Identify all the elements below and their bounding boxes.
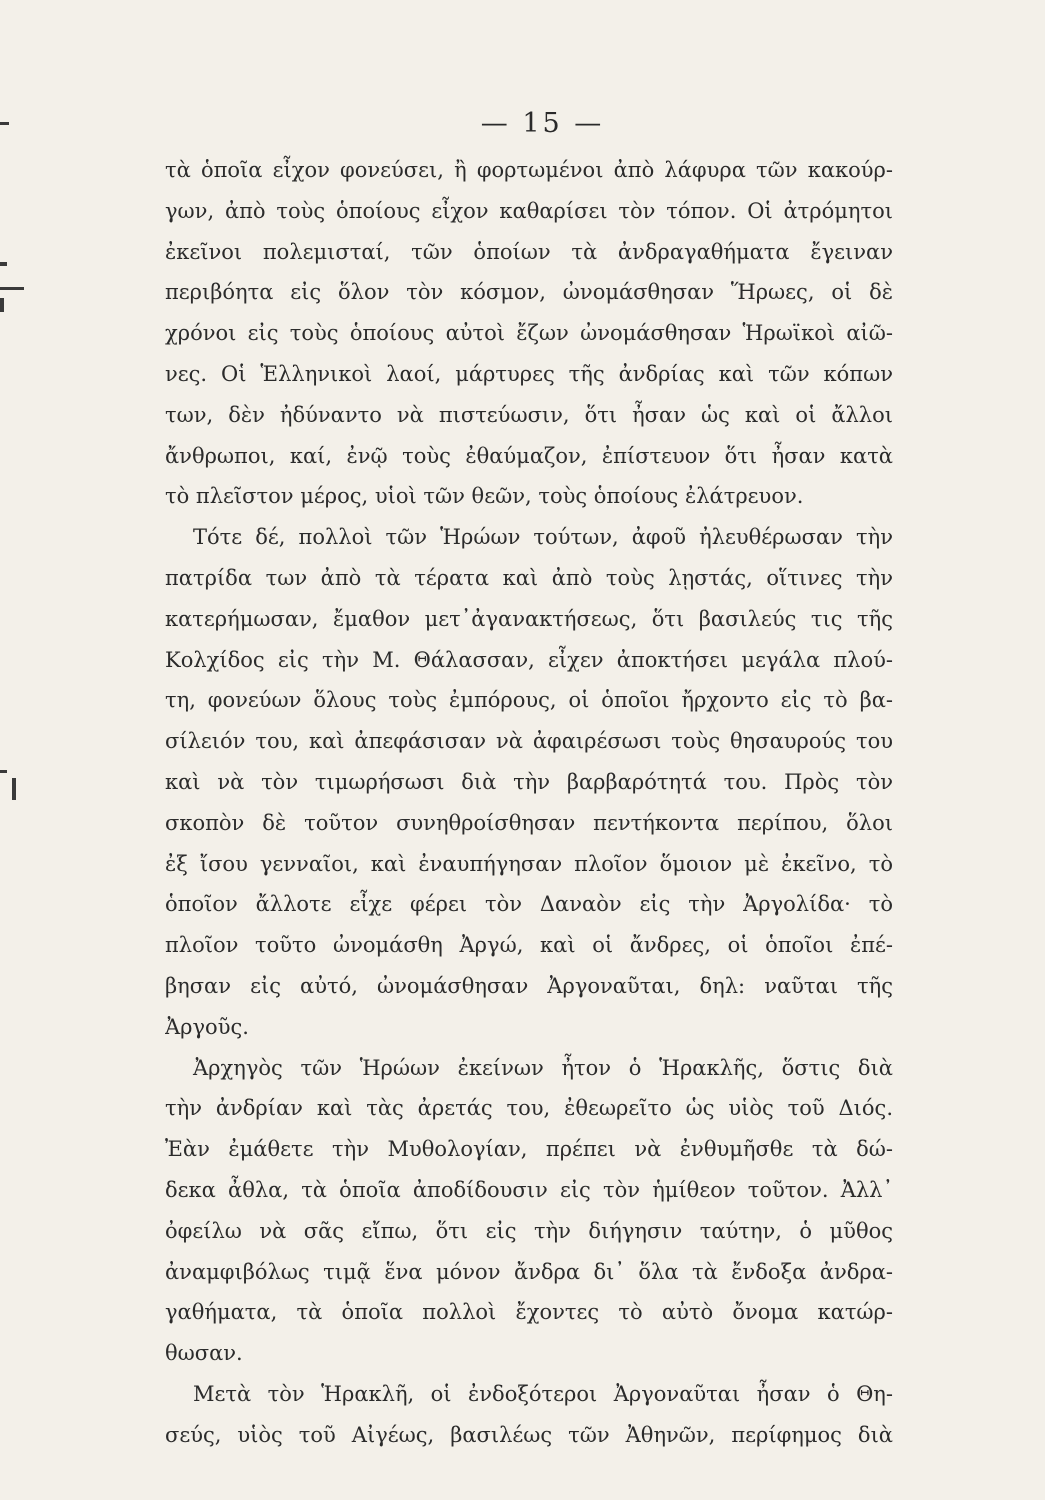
page-number: — 15 —: [480, 108, 605, 139]
text-line: κατερήμωσαν, ἔμαθον μετ᾽ἀγανακτήσεως, ὅτι βασιλεύς τις τῆς: [165, 606, 893, 631]
text-line: τὸ πλεῖστον μέρος, υἱοὶ τῶν θεῶν, τοὺς ὁποίους ἐλάτρευον.: [165, 484, 804, 509]
binding-mark: [0, 770, 7, 773]
binding-mark: [0, 262, 7, 266]
text-line: τὴν ἀνδρίαν καὶ τὰς ἀρετάς του, ἐθεωρεῖτο ὡς υἱὸς τοῦ Διός.: [165, 1096, 893, 1121]
text-line: πλοῖον τοῦτο ὠνομάσθη Ἀργώ, καὶ οἱ ἄνδρες, οἱ ὁποῖοι ἐπέ-: [165, 933, 893, 958]
binding-mark: [0, 287, 24, 290]
text-line: ἄνθρωποι, καί, ἐνῷ τοὺς ἐθαύμαζον, ἐπίστευον ὅτι ἦσαν κατὰ: [165, 443, 893, 468]
text-line: χρόνοι εἰς τοὺς ὁποίους αὐτοὶ ἔζων ὠνομάσθησαν Ἡρωϊκοὶ αἰῶ-: [165, 321, 893, 346]
text-line: βησαν εἰς αὐτό, ὠνομάσθησαν Ἀργοναῦται, δηλ: ναῦται τῆς: [165, 973, 893, 998]
text-line: ἐκεῖνοι πολεμισταί, τῶν ὁποίων τὰ ἀνδραγαθήματα ἔγειναν: [165, 239, 893, 264]
text-line: τη, φονεύων ὅλους τοὺς ἐμπόρους, οἱ ὁποῖοι ἤρχοντο εἰς τὸ βα-: [165, 688, 893, 713]
text-line: ἐξ ἴσου γενναῖοι, καὶ ἐναυπήγησαν πλοῖον ὅμοιον μὲ ἐκεῖνο, τὸ: [165, 851, 893, 876]
text-line: Τότε δέ, πολλοὶ τῶν Ἡρώων τούτων, ἀφοῦ ἠλευθέρωσαν τὴν: [193, 525, 893, 550]
text-line: Μετὰ τὸν Ἡρακλῆ, οἱ ἐνδοξότεροι Ἀργοναῦται ἦσαν ὁ Θη-: [193, 1381, 893, 1406]
text-line: νες. Οἱ Ἑλληνικοὶ λαοί, μάρτυρες τῆς ἀνδρίας καὶ τῶν κόπων: [165, 361, 893, 386]
text-line: Ἀργοῦς.: [165, 1014, 249, 1039]
binding-mark: [12, 778, 16, 800]
text-line: ἀναμφιβόλως τιμᾷ ἕνα μόνον ἄνδρα δι᾽ ὅλα τὰ ἔνδοξα ἀνδρα-: [165, 1259, 893, 1284]
text-line: περιβόητα εἰς ὅλον τὸν κόσμον, ὠνομάσθησαν Ἥρωες, οἱ δὲ: [165, 280, 893, 305]
text-line: δεκα ἆθλα, τὰ ὁποῖα ἀποδίδουσιν εἰς τὸν ἡμίθεον τοῦτον. Ἀλλ᾽: [165, 1177, 893, 1202]
binding-mark: [0, 298, 4, 312]
text-line: ὁποῖον ἄλλοτε εἶχε φέρει τὸν Δαναὸν εἰς τὴν Ἀργολίδα· τὸ: [165, 892, 893, 917]
text-line: Ἐὰν ἐμάθετε τὴν Μυθολογίαν, πρέπει νὰ ἐνθυμῆσθε τὰ δώ-: [165, 1137, 893, 1162]
body-text: [165, 150, 893, 1456]
text-line: γαθήματα, τὰ ὁποῖα πολλοὶ ἔχοντες τὸ αὐτὸ ὄνομα κατώρ-: [165, 1300, 893, 1325]
text-line: ὀφείλω νὰ σᾶς εἴπω, ὅτι εἰς τὴν διήγησιν ταύτην, ὁ μῦθος: [165, 1218, 893, 1243]
text-line: των, δὲν ἠδύναντο νὰ πιστεύωσιν, ὅτι ἦσαν ὡς καὶ οἱ ἄλλοι: [165, 402, 893, 427]
text-line: γων, ἀπὸ τοὺς ὁποίους εἶχον καθαρίσει τὸν τόπον. Οἱ ἀτρόμητοι: [165, 198, 893, 223]
text-line: πατρίδα των ἀπὸ τὰ τέρατα καὶ ἀπὸ τοὺς λῃστάς, οἵτινες τὴν: [165, 565, 893, 590]
text-line: σκοπὸν δὲ τοῦτον συνηθροίσθησαν πεντήκοντα περίπου, ὅλοι: [165, 810, 893, 835]
text-line: τὰ ὁποῖα εἶχον φονεύσει, ἢ φορτωμένοι ἀπὸ λάφυρα τῶν κακούρ-: [165, 158, 893, 182]
text-line: σεύς, υἱὸς τοῦ Αἰγέως, βασιλέως τῶν Ἀθηνῶν, περίφημος διὰ: [165, 1422, 893, 1447]
text-line: σίλειόν του, καὶ ἀπεφάσισαν νὰ ἀφαιρέσωσι τοὺς θησαυρούς του: [165, 729, 893, 754]
text-line: Ἀρχηγὸς τῶν Ἡρώων ἐκείνων ἦτον ὁ Ἡρακλῆς, ὅστις διὰ: [193, 1055, 893, 1080]
text-line: θωσαν.: [165, 1341, 243, 1366]
text-line: Κολχίδος εἰς τὴν Μ. Θάλασσαν, εἶχεν ἀποκτήσει μεγάλα πλού-: [165, 647, 893, 672]
text-line: καὶ νὰ τὸν τιμωρήσωσι διὰ τὴν βαρβαρότητά του. Πρὸς τὸν: [165, 769, 893, 794]
